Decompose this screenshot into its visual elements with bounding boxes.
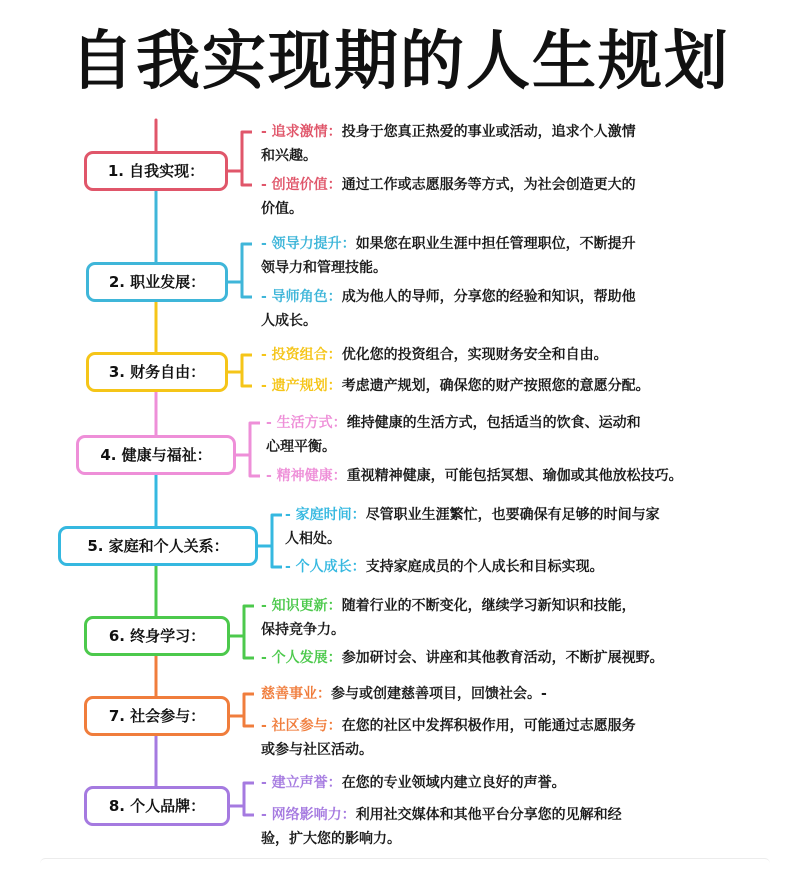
branch-text-continued: 和兴趣。: [261, 148, 317, 164]
branch-keyword: - 个人发展：: [261, 650, 342, 666]
branch-text-continued: 领导力和管理技能。: [261, 260, 387, 276]
branch-keyword: - 精神健康：: [266, 468, 347, 484]
branch-text: 考虑遗产规划，确保您的财产按照您的意愿分配。: [341, 378, 650, 394]
branch-item: [261, 714, 636, 762]
branch-text: 优化您的投资组合，实现财务安全和自由。: [341, 347, 608, 363]
section-node: 7. 社会参与：: [84, 696, 230, 736]
branch-item: [261, 682, 547, 706]
branch-text-continued: 人成长。: [261, 313, 317, 329]
branch-text-continued: 人相处。: [285, 531, 341, 547]
branch-text: 参与或创建慈善项目，回馈社会。-: [331, 686, 547, 702]
branch-text-continued: 心理平衡。: [266, 439, 336, 455]
branch-text: 参加研讨会、讲座和其他教育活动，不断扩展视野。: [341, 650, 664, 666]
branch-item: [285, 503, 660, 551]
section-node: 5. 家庭和个人关系：: [58, 526, 258, 566]
branch-item: [285, 555, 604, 579]
branch-item: [261, 343, 608, 367]
branch-text: 在您的专业领域内建立良好的声誉。: [341, 775, 566, 791]
branch-text: 投身于您真正热爱的事业或活动，追求个人激情: [341, 124, 636, 140]
branch-text: 通过工作或志愿服务等方式，为社会创造更大的: [341, 177, 636, 193]
branch-keyword: - 追求激情：: [261, 124, 342, 140]
branch-text: 维持健康的生活方式，包括适当的饮食、运动和: [346, 415, 641, 431]
branch-keyword: - 家庭时间：: [285, 507, 366, 523]
branch-keyword: - 建立声誉：: [261, 775, 342, 791]
bracket: [242, 132, 252, 185]
bottom-edge: [40, 858, 770, 869]
branch-keyword: - 网络影响力：: [261, 807, 356, 823]
section-node: 6. 终身学习：: [84, 616, 230, 656]
branch-keyword: - 领导力提升：: [261, 236, 356, 252]
branch-text-continued: 或参与社区活动。: [261, 742, 373, 758]
branch-text: 尽管职业生涯繁忙，也要确保有足够的时间与家: [365, 507, 660, 523]
branch-item: [266, 411, 641, 459]
branch-item: [261, 803, 622, 851]
branch-item: [266, 464, 683, 488]
branch-item: [261, 173, 636, 221]
branch-keyword: - 导师角色：: [261, 289, 342, 305]
page-title: 自我实现期的人生规划: [70, 25, 730, 99]
bracket: [242, 244, 252, 297]
branch-item: [261, 120, 636, 168]
branch-text-continued: 价值。: [261, 201, 303, 217]
branch-keyword: - 社区参与：: [261, 718, 342, 734]
branch-item: [261, 232, 636, 280]
branch-text: 重视精神健康，可能包括冥想、瑜伽或其他放松技巧。: [346, 468, 683, 484]
branch-text: 如果您在职业生涯中担任管理职位，不断提升: [355, 236, 636, 252]
branch-keyword: - 知识更新：: [261, 598, 342, 614]
branch-text-continued: 验，扩大您的影响力。: [261, 831, 401, 847]
branch-keyword: - 遗产规划：: [261, 378, 342, 394]
branch-item: [261, 594, 636, 642]
branch-keyword: 慈善事业：: [261, 686, 331, 702]
branch-item: [261, 771, 566, 795]
bracket: [244, 606, 254, 658]
section-node: 2. 职业发展：: [86, 262, 228, 302]
branch-keyword: - 生活方式：: [266, 415, 347, 431]
bracket: [244, 694, 254, 726]
bracket: [250, 423, 260, 476]
branch-item: [261, 646, 664, 670]
section-node: 8. 个人品牌：: [84, 786, 230, 826]
branch-text: 随着行业的不断变化，继续学习新知识和技能，: [341, 598, 636, 614]
branch-text: 支持家庭成员的个人成长和目标实现。: [365, 559, 604, 575]
branch-keyword: - 个人成长：: [285, 559, 366, 575]
branch-keyword: - 投资组合：: [261, 347, 342, 363]
bracket: [272, 515, 282, 567]
branch-item: [261, 374, 650, 398]
branch-text-continued: 保持竞争力。: [261, 622, 345, 638]
section-node: 4. 健康与福祉：: [76, 435, 236, 475]
branch-item: [261, 285, 636, 333]
branch-text: 在您的社区中发挥积极作用，可能通过志愿服务: [341, 718, 636, 734]
branch-text: 成为他人的导师，分享您的经验和知识，帮助他: [341, 289, 636, 305]
section-node: 3. 财务自由：: [86, 352, 228, 392]
branch-keyword: - 创造价值：: [261, 177, 342, 193]
bracket: [242, 355, 252, 386]
bracket: [244, 783, 254, 815]
branch-text: 利用社交媒体和其他平台分享您的见解和经: [355, 807, 622, 823]
section-node: 1. 自我实现：: [84, 151, 228, 191]
